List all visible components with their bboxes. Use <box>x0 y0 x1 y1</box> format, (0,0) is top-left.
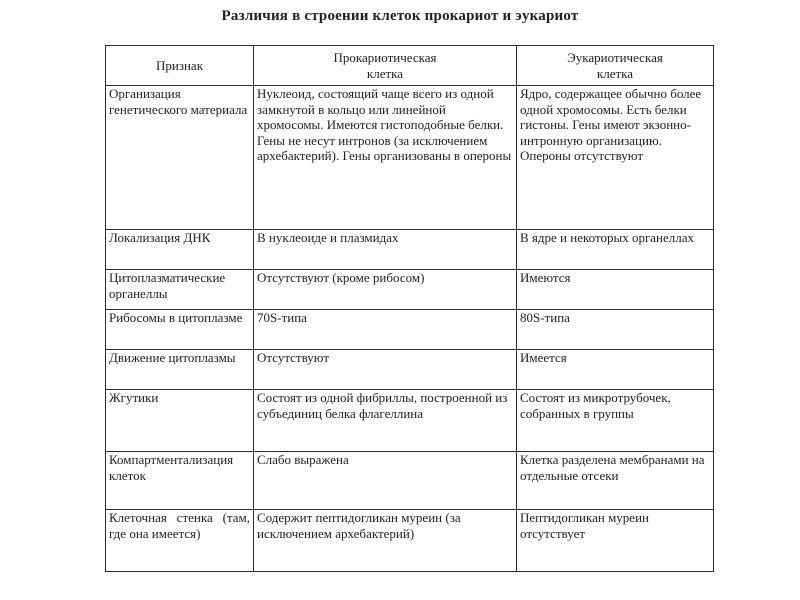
eukaryotic-cell: 80S-типа <box>517 310 714 350</box>
table-header-row <box>106 46 714 86</box>
table-row <box>106 86 714 230</box>
eukaryotic-cell: Состоят из микротрубочек, собранных в группы <box>517 390 714 452</box>
eukaryotic-cell: Клетка разделена мембранами на отдельные отсеки <box>517 452 714 510</box>
feature-cell: Организация генетического материала <box>106 86 254 230</box>
header-feature: Признак <box>106 46 254 86</box>
prokaryotic-cell: Отсутствуют <box>254 350 517 390</box>
prokaryotic-cell: Нуклеоид, состоящий чаще всего из одной замкнутой в кольцо или линейной хромосомы. Имеются гистоподобные белки. Гены не несут интронов (за исключением архебактерий). Гены организованы в опероны <box>254 86 517 230</box>
page-title: Различия в строении клеток прокариот и эукариот <box>221 8 579 24</box>
feature-cell: Локализация ДНК <box>106 230 254 270</box>
feature-cell: Цитоплазматические органеллы <box>106 270 254 310</box>
feature-cell: Клеточная стенка (там, где она имеется) <box>106 510 254 572</box>
feature-cell: Жгутики <box>106 390 254 452</box>
feature-cell: Компартментализация клеток <box>106 452 254 510</box>
prokaryotic-cell: В нуклеоиде и плазмидах <box>254 230 517 270</box>
table-row <box>106 270 714 310</box>
table-row <box>106 510 714 572</box>
prokaryotic-cell: Содержит пептидогликан муреин (за исключением архебактерий) <box>254 510 517 572</box>
header-eukaryotic: Эукариотическая клетка <box>517 46 714 86</box>
prokaryotic-cell: Отсутствуют (кроме рибосом) <box>254 270 517 310</box>
prokaryotic-cell: 70S-типа <box>254 310 517 350</box>
prokaryotic-cell: Состоят из одной фибриллы, построенной из субъединиц белка флагеллина <box>254 390 517 452</box>
feature-cell: Рибосомы в цитоплазме <box>106 310 254 350</box>
eukaryotic-cell: В ядре и некоторых органеллах <box>517 230 714 270</box>
table-row <box>106 350 714 390</box>
comparison-table <box>105 45 714 572</box>
header-prokaryotic: Прокариотическая клетка <box>254 46 517 86</box>
table-row <box>106 452 714 510</box>
eukaryotic-cell: Имеются <box>517 270 714 310</box>
table-row <box>106 390 714 452</box>
eukaryotic-cell: Имеется <box>517 350 714 390</box>
eukaryotic-cell: Ядро, содержащее обычно более одной хромосомы. Есть белки гистоны. Гены имеют экзонно-интронную организацию. Опероны отсутствуют <box>517 86 714 230</box>
table-row <box>106 310 714 350</box>
eukaryotic-cell: Пептидогликан муреин отсутствует <box>517 510 714 572</box>
feature-cell: Движение цитоплазмы <box>106 350 254 390</box>
table-row <box>106 230 714 270</box>
prokaryotic-cell: Слабо выражена <box>254 452 517 510</box>
